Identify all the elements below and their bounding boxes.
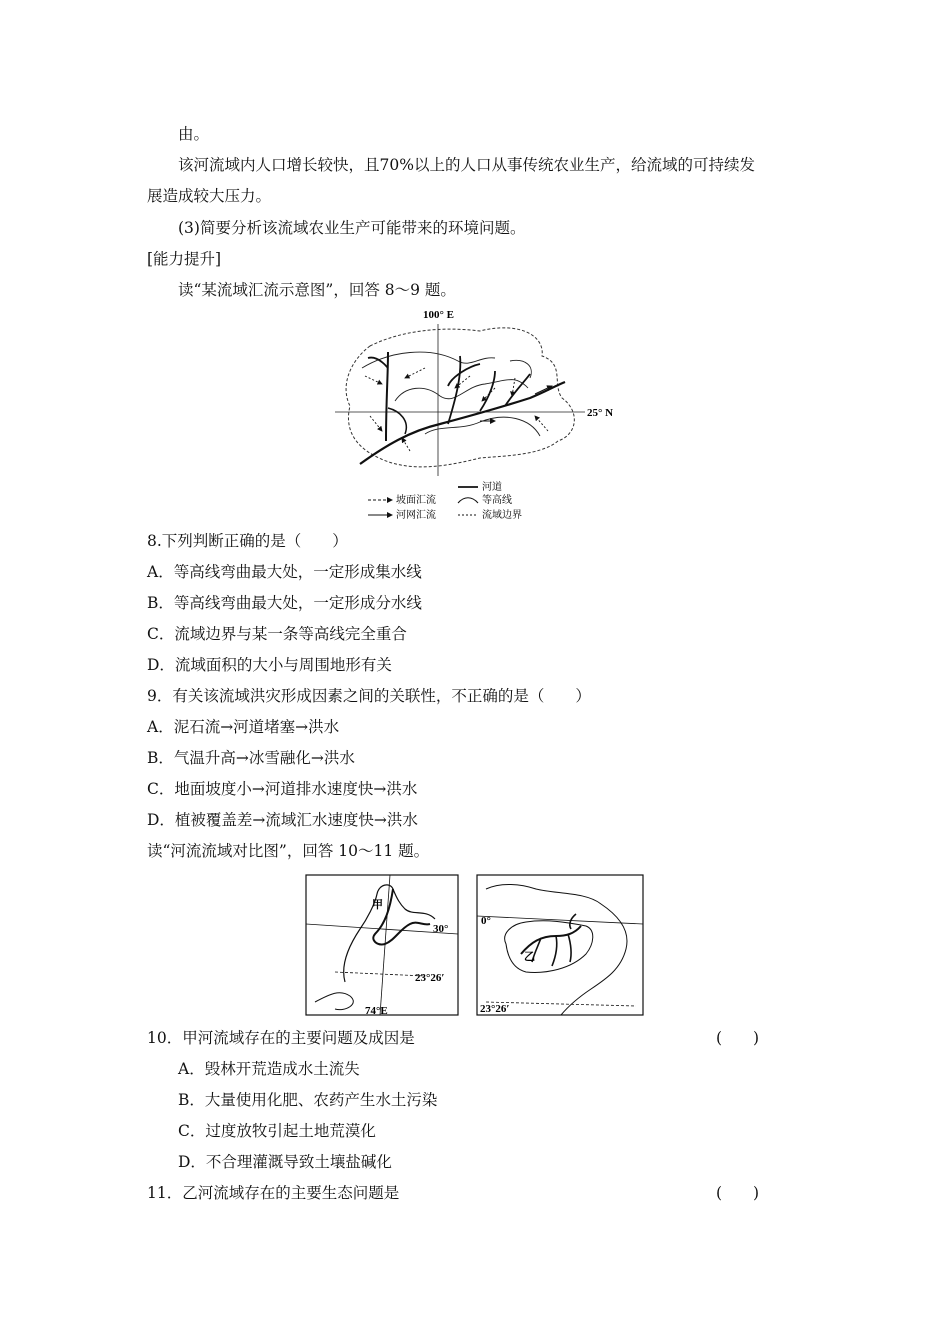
river-channel	[480, 371, 495, 411]
lat-label: 25° N	[587, 407, 614, 419]
contour-line	[425, 417, 540, 436]
tropic-label-left: 23°26′	[415, 972, 445, 984]
q8-option-a: A．等高线弯曲最大处，一定形成集水线	[147, 563, 422, 581]
q10-option-b: B．大量使用化肥、农药产生水土污染	[178, 1091, 438, 1109]
slope-arrow	[455, 376, 470, 388]
river-a-map	[305, 874, 459, 1016]
legend-slope-flow: 坡面汇流	[396, 495, 436, 506]
q9-option-d: D．植被覆盖差→流域汇水速度快→洪水	[147, 811, 418, 829]
river-channel	[448, 356, 460, 424]
q10-option-a: A．毁林开荒造成水土流失	[178, 1060, 360, 1078]
q10-option-c: C．过度放牧引起土地荒漠化	[178, 1122, 376, 1140]
lon-74-label: 74°E	[365, 1005, 388, 1016]
legend-river-network: 河网汇流	[396, 510, 436, 521]
legend-boundary: 流域边界	[482, 510, 522, 521]
intro-fig1: 读“某流域汇流示意图”，回答 8～9 题。	[178, 281, 456, 299]
q9-option-c: C．地面坡度小→河道排水速度快→洪水	[147, 780, 418, 798]
basin-boundary	[346, 328, 574, 467]
slope-arrow	[405, 368, 425, 378]
slope-arrow	[482, 388, 495, 401]
q11-stem: 11．乙河流域存在的主要生态问题是	[147, 1184, 400, 1202]
lat-30-label: 30°	[433, 923, 449, 935]
lon-label: 100° E	[423, 309, 454, 321]
legend-channel: 河道	[482, 482, 502, 493]
tropic-label-right: 23°26′	[480, 1003, 510, 1015]
river-a-label: 甲	[372, 899, 383, 911]
q9-stem: 9．有关该流域洪灾形成因素之间的关联性，不正确的是（ ）	[147, 687, 591, 705]
intro-fig2: 读“河流流域对比图”，回答 10～11 题。	[147, 842, 430, 860]
q8-stem: 8.下列判断正确的是（ ）	[147, 532, 348, 550]
q11-answer-paren: ( )	[716, 1184, 760, 1202]
river-channel	[448, 364, 480, 386]
line-2: 该河流域内人口增长较快，且70%以上的人口从事传统农业生产，给流域的可持续发	[178, 156, 755, 174]
legend-contour: 等高线	[482, 495, 512, 506]
q8-option-d: D．流域面积的大小与周围地形有关	[147, 656, 392, 674]
line-4: (3)简要分析该流域农业生产可能带来的环境问题。	[178, 219, 526, 237]
q10-stem: 10．甲河流域存在的主要问题及成因是	[147, 1029, 415, 1047]
basin-figure	[330, 306, 630, 526]
slope-arrow	[402, 438, 410, 451]
q9-option-b: B．气温升高→冰雪融化→洪水	[147, 749, 355, 767]
river-b-map	[476, 874, 644, 1016]
equator-label: 0°	[481, 915, 491, 927]
line-1: 由。	[178, 125, 210, 143]
slope-arrow	[370, 416, 382, 431]
q8-option-c: C．流域边界与某一条等高线完全重合	[147, 625, 407, 643]
slope-arrow	[535, 416, 548, 431]
river-b-label: 乙	[524, 951, 535, 963]
q8-option-b: B．等高线弯曲最大处，一定形成分水线	[147, 594, 422, 612]
contour-line	[395, 380, 528, 401]
line-3: 展造成较大压力。	[147, 187, 272, 205]
q10-answer-paren: ( )	[716, 1029, 760, 1047]
q10-option-d: D．不合理灌溉导致土壤盐碱化	[178, 1153, 392, 1171]
q9-option-a: A．泥石流→河道堵塞→洪水	[147, 718, 340, 736]
slope-arrow	[365, 376, 382, 384]
section-heading: [能力提升]	[147, 250, 222, 268]
